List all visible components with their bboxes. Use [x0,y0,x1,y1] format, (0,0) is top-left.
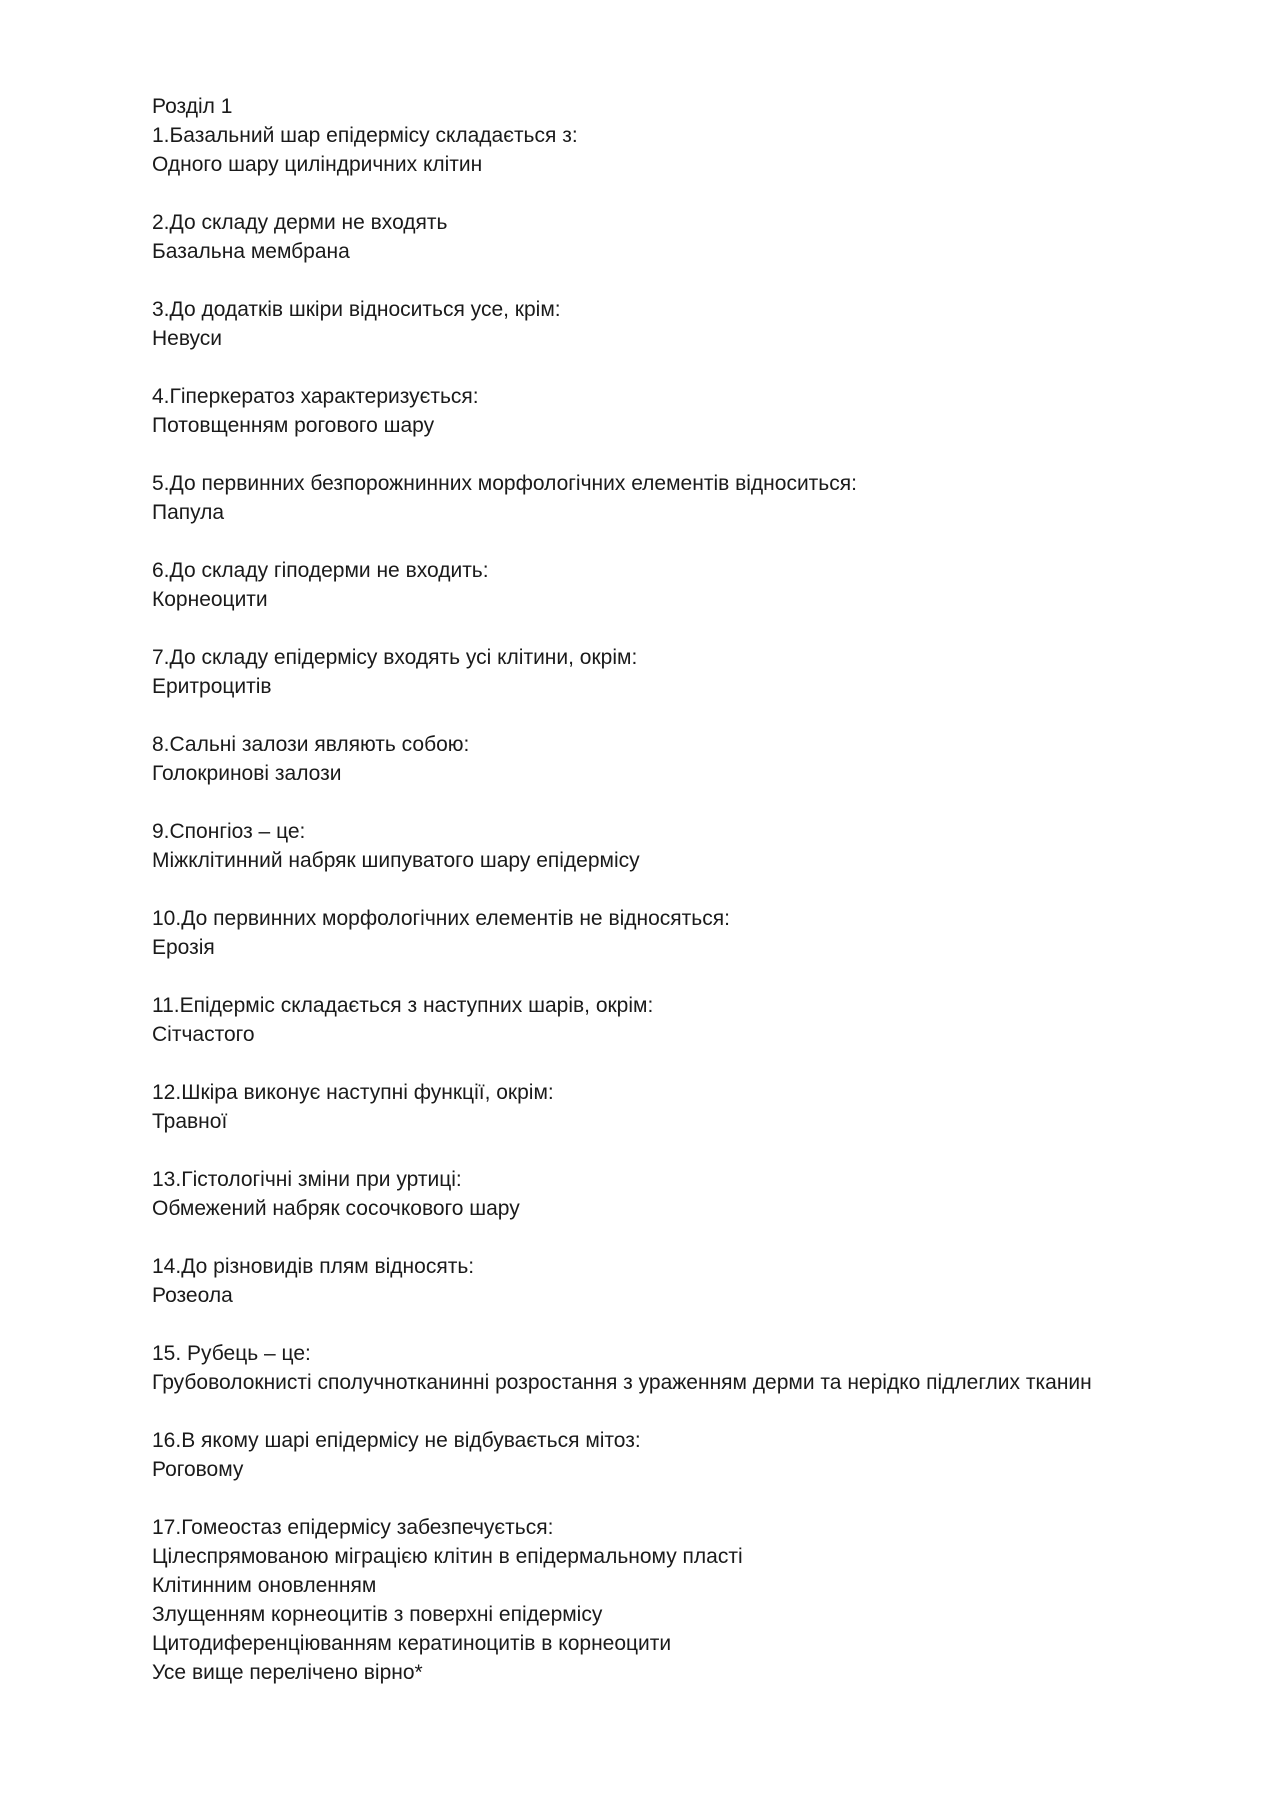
question-text: 17.Гомеостаз епідермісу забезпечується: [152,1516,554,1539]
answer-text: Цитодиференціюванням кератиноцитів в корнеоцити [152,1632,672,1655]
question-list [152,121,1232,1687]
question-block [152,817,1232,875]
answer-text: Потовщенням рогового шару [152,414,435,437]
answer-text: Базальна мембрана [152,240,350,263]
question-text: 9.Спонгіоз – це: [152,820,306,843]
question-block [152,1339,1232,1397]
question-text: 10.До первинних морфологічних елементів не відносяться: [152,907,730,930]
answer-text: Міжклітинний набряк шипуватого шару епідермісу [152,849,640,872]
question-text: 1.Базальний шар епідермісу складається з: [152,124,578,147]
question-block [152,1426,1232,1484]
answer-text: Еритроцитів [152,675,272,698]
question-text: 2.До складу дерми не входять [152,211,448,234]
question-text: 12.Шкіра виконує наступні функції, окрім: [152,1081,554,1104]
question-block [152,1165,1232,1223]
answer-text: Злущенням корнеоцитів з поверхні епідермісу [152,1603,603,1626]
question-text: 3.До додатків шкіри відноситься усе, крім: [152,298,561,321]
question-text: 13.Гістологічні зміни при уртиці: [152,1168,462,1191]
question-block [152,643,1232,701]
answer-text: Корнеоцити [152,588,268,611]
question-text: 11.Епідерміс складається з наступних шарів, окрім: [152,994,654,1017]
question-block [152,121,1232,179]
answer-text: Клітинним оновленням [152,1574,377,1597]
answer-text: Ерозія [152,936,215,959]
answer-text: Сітчастого [152,1023,255,1046]
answer-text: Обмежений набряк сосочкового шару [152,1197,520,1220]
answer-text: Цілеспрямованою міграцією клітин в епідермальному пласті [152,1545,743,1568]
question-block [152,991,1232,1049]
section-title: Розділ 1 [152,95,233,118]
question-text: 4.Гіперкератоз характеризується: [152,385,479,408]
question-block [152,208,1232,266]
question-block [152,1078,1232,1136]
question-text: 14.До різновидів плям відносять: [152,1255,475,1278]
answer-text: Одного шару циліндричних клітин [152,153,483,176]
question-text: 6.До складу гіподерми не входить: [152,559,489,582]
question-block [152,382,1232,440]
answer-text: Травної [152,1110,228,1133]
question-block [152,295,1232,353]
question-block [152,556,1232,614]
answer-text: Голокринові залози [152,762,342,785]
question-text: 8.Сальні залози являють собою: [152,733,470,756]
question-block [152,1252,1232,1310]
document-page [152,92,1232,1687]
answer-text: Усе вище перелічено вірно* [152,1661,423,1684]
answer-text: Роговому [152,1458,244,1481]
question-block [152,469,1232,527]
question-block [152,1513,1232,1687]
question-block [152,904,1232,962]
question-text: 7.До складу епідермісу входять усі клітини, окрім: [152,646,638,669]
question-text: 16.В якому шарі епідермісу не відбувається мітоз: [152,1429,641,1452]
question-text: 15. Рубець – це: [152,1342,311,1365]
answer-text: Розеола [152,1284,233,1307]
question-block [152,730,1232,788]
question-text: 5.До первинних безпорожнинних морфологічних елементів відноситься: [152,472,857,495]
answer-text: Невуси [152,327,223,350]
answer-text: Папула [152,501,225,524]
answer-text: Грубоволокнисті сполучнотканинні розростання з ураженням дерми та нерідко підлеглих тканин [152,1371,1092,1394]
